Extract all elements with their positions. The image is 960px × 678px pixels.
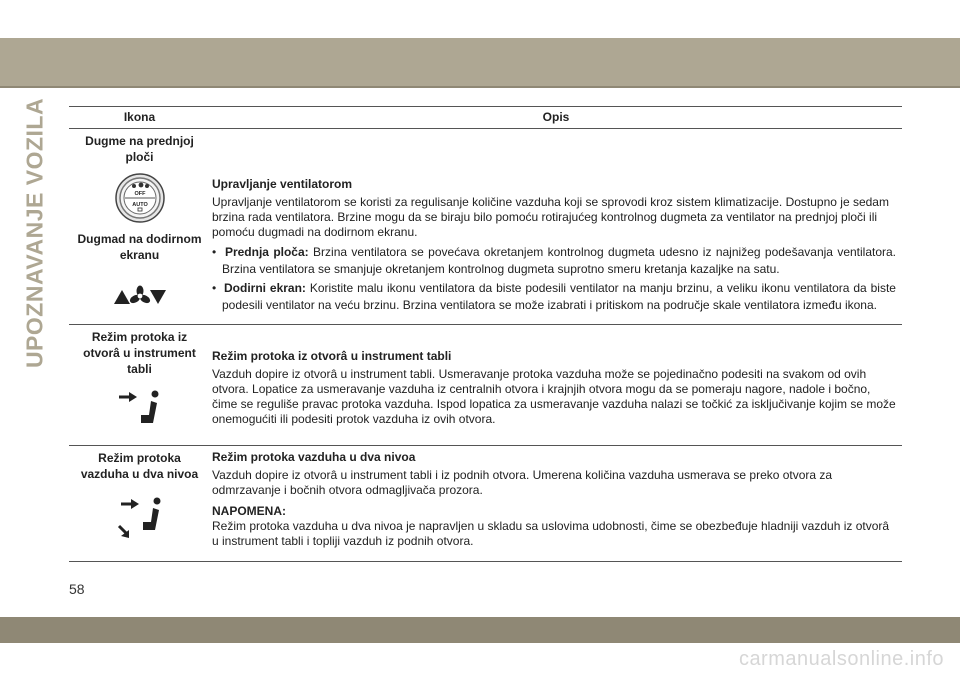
panel-mode-icon bbox=[73, 389, 206, 429]
side-section-tab bbox=[18, 93, 52, 373]
watermark: carmanualsonline.info bbox=[738, 648, 944, 670]
bullet-front-panel-term: Prednja ploča: bbox=[224, 245, 309, 259]
bilevel-mode-title: Režim protoka vazduha u dva nivoa bbox=[212, 450, 416, 464]
bullet-front-panel-text: Brzina ventilatora se povećava okretanjem kontrolnog dugmeta udesno iz najnižeg podešavanja ventilatora. Brzina ventilatora se smanjuje okretanjem kontrolnog dugmeta suprotno smeru kretanja kazaljke na satu. bbox=[222, 245, 897, 276]
bilevel-mode-icon bbox=[73, 496, 206, 542]
bilevel-note-title: NAPOMENA: bbox=[212, 504, 286, 518]
bullet-front-panel: • Prednja ploča: Brzina ventilatora se povećava okretanjem kontrolnog dugmeta udesno iz najnižeg podešavanja ventilatora. Brzina ventilatora se smanjuje okretanjem kontrolnog dugmeta suprotno smeru kretanja kazaljke na satu. bbox=[212, 245, 897, 276]
header-icon: Ikona bbox=[69, 107, 210, 129]
fan-control-title: Upravljanje ventilatorom bbox=[212, 177, 353, 191]
top-header-band bbox=[0, 38, 960, 86]
table-row-bilevel-mode bbox=[69, 446, 902, 562]
description-cell-bilevel bbox=[210, 446, 902, 562]
controls-table bbox=[69, 106, 902, 562]
bullet-touchscreen-term: Dodirni ekran: bbox=[224, 281, 306, 295]
icon-label-front-panel: Dugme na prednjoj ploči bbox=[85, 134, 194, 164]
description-cell-fan bbox=[210, 129, 902, 325]
bullet-touchscreen-text: Koristite malu ikonu ventilatora da biste podesili ventilator na manju brzinu, a veliku ikonu ventilatora da biste podesili ventilator na veću brzinu. Brzina ventilatora se može izabrati i pritiskom na područje skale ventilatora između ikona. bbox=[222, 281, 896, 312]
panel-mode-paragraph: Vazduh dopire iz otvorâ u instrument tabli. Usmeravanje protoka vazduha može se pojedinačno podesiti na svakom od ovih otvora. Lopatice za usmeravanje vazduha iz centralnih otvora i krajnjih otvora mogu da se pomeraju nagore, nadole i bočno, čime se reguliše pravac protoka vazduha. Ispod lopatica za usmeravanje vazduha nalazi se točkić za isključivanje kojim se može onemogućiti ili podesiti protok vazduha iz ovih otvora. bbox=[212, 367, 896, 426]
description-cell-panel bbox=[210, 325, 902, 446]
fan-control-paragraph: Upravljanje ventilatorom se koristi za regulisanje količine vazduha koji se sprovodi kroz sistem klimatizacije. Dostupno je sedam brzina rada ventilatora. Brzine mogu da se biraju bilo pomoću rotirajućeg kontrolnog dugmeta za ventilator na prednjoj ploči ili pomoću dugmadi na dodirnom ekranu. bbox=[212, 195, 889, 239]
icon-cell-fan bbox=[69, 129, 210, 325]
icon-label-touchscreen: Dugmad na dodirnom ekranu bbox=[77, 232, 202, 262]
table-header-row bbox=[69, 107, 902, 129]
panel-mode-title: Režim protoka iz otvorâ u instrument tabli bbox=[212, 349, 452, 363]
icon-cell-panel bbox=[69, 325, 210, 446]
bullet-touchscreen: • Dodirni ekran: Koristite malu ikonu ventilatora da biste podesili ventilator na manju brzinu, a veliku ikonu ventilatora da biste podesili ventilator na veću brzinu. Brzina ventilatora se može izabrati i pritiskom na područje skale ventilatora između ikona. bbox=[212, 281, 896, 312]
page-number: 58 bbox=[69, 581, 85, 597]
side-section-title: UPOZNAVANJE VOZILA bbox=[21, 97, 48, 369]
knob-auto-label: AUTO bbox=[131, 202, 148, 208]
knob-off-label: OFF bbox=[134, 191, 145, 197]
icon-label-bilevel-mode: Režim protoka vazduha u dva nivoa bbox=[80, 451, 199, 481]
top-header-rule bbox=[0, 86, 960, 88]
bottom-footer-band bbox=[0, 617, 960, 643]
icon-label-panel-mode: Režim protoka iz otvorâ u instrument tabli bbox=[83, 330, 196, 376]
fan-speed-buttons-icon bbox=[73, 285, 206, 307]
fan-knob-icon bbox=[73, 173, 206, 223]
table-row-panel-mode bbox=[69, 325, 902, 446]
bilevel-mode-paragraph: Vazduh dopire iz otvorâ u instrument tabli i iz podnih otvora. Umerena količina vazduha usmerava se preko otvora za odmrzavanje i bočnih otvora odmagljivača prozora. bbox=[212, 468, 833, 497]
header-description: Opis bbox=[210, 107, 902, 129]
table-row-fan-control bbox=[69, 129, 902, 325]
bilevel-note-text: Režim protoka vazduha u dva nivoa je napravljen u skladu sa uslovima udobnosti, čime se obezbeđuje hladniji vazduh iz otvorâ u instrument tabli i topliji vazduh iz podnih otvora. bbox=[212, 519, 890, 548]
icon-cell-bilevel bbox=[69, 446, 210, 562]
